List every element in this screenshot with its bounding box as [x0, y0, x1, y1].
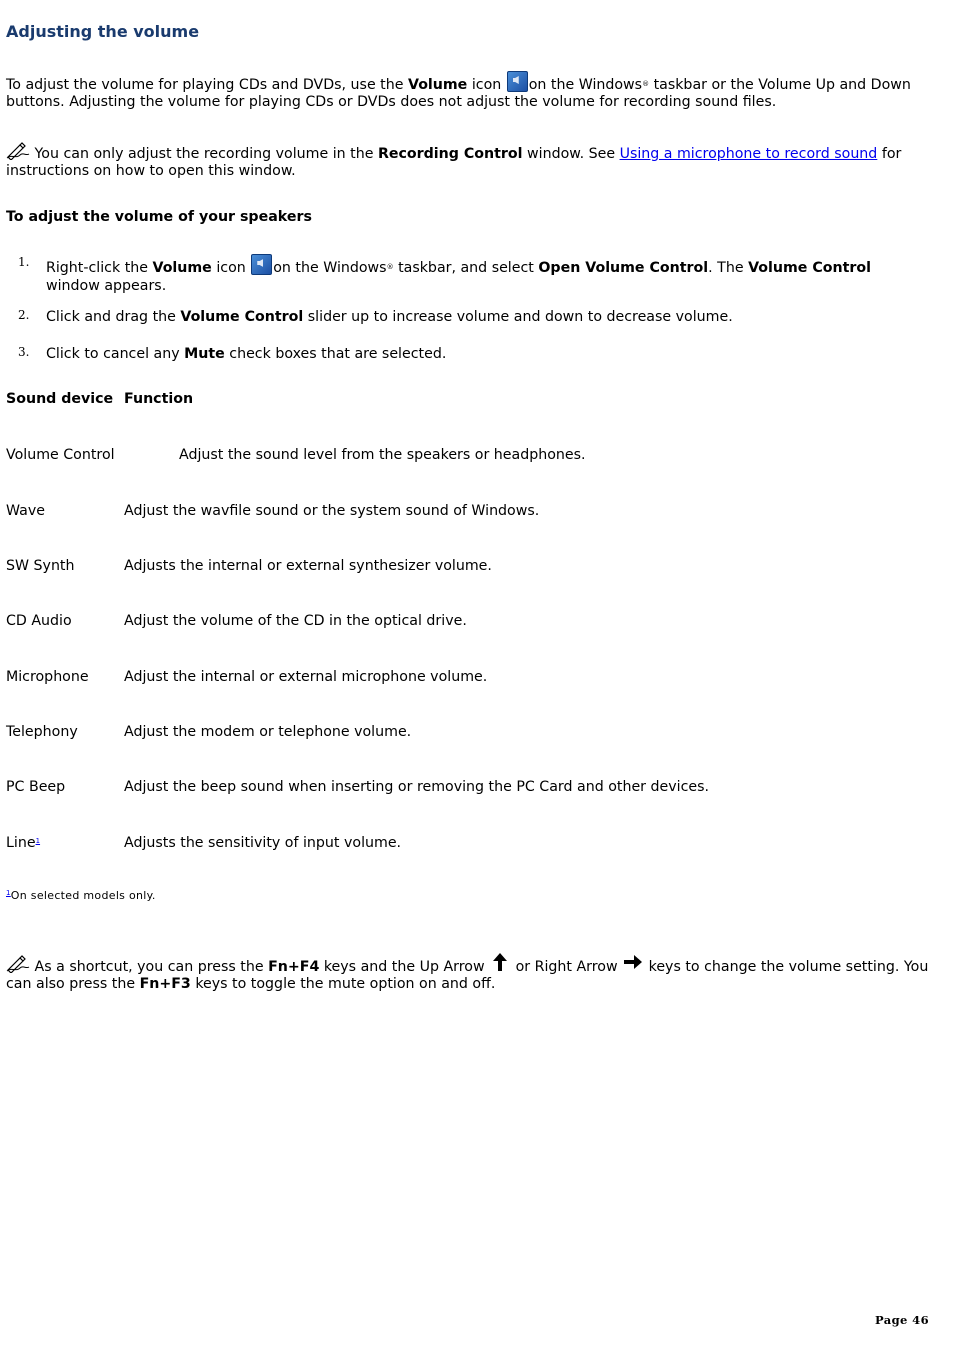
table-cell-function: Adjust the wavfile sound or the system sound of Windows.: [124, 503, 540, 519]
step-text: Right-click the: [46, 260, 153, 276]
table-cell-function: Adjust the internal or external microphone volume.: [124, 669, 488, 685]
section-heading: To adjust the volume of your speakers: [6, 209, 312, 225]
note-text: keys to change the volume setting. You can also press the: [6, 959, 929, 992]
step-text: slider up to increase volume and down to decrease volume.: [303, 309, 733, 325]
note-text: or Right Arrow: [511, 959, 623, 975]
recording-note: [6, 142, 941, 180]
note-bold: Fn+F4: [268, 959, 320, 975]
step-bold: Volume: [152, 260, 212, 276]
note-text: window. See: [522, 146, 620, 162]
page-number: Page 46: [875, 1313, 929, 1327]
table-cell-device: Volume Control: [6, 447, 115, 463]
pen-note-icon: [6, 142, 30, 160]
table-cell-device: [6, 835, 40, 851]
step-1: [46, 254, 926, 295]
step-text: Click to cancel any: [46, 346, 185, 362]
registered-mark: ®: [386, 263, 394, 271]
speaker-volume-icon: [507, 71, 528, 92]
table-cell-device: Telephony: [6, 724, 78, 740]
registered-mark: ®: [642, 80, 650, 88]
table-cell-function: Adjust the volume of the CD in the optical drive.: [124, 613, 467, 629]
table-cell-function: Adjusts the internal or external synthesizer volume.: [124, 558, 492, 574]
step-bold: Volume Control: [180, 309, 304, 325]
microphone-link[interactable]: Using a microphone to record sound: [619, 146, 878, 162]
pen-note-icon: [6, 955, 30, 973]
up-arrow-icon: [489, 951, 511, 973]
step-number: 1.: [18, 255, 30, 269]
shortcut-note: [6, 951, 941, 993]
intro-paragraph: [6, 71, 941, 111]
right-arrow-icon: [622, 951, 644, 973]
intro-text: taskbar or the Volume Up and Down buttons. Adjusting the volume for playing CDs or DVDs does not adjust the volume for recording sound files.: [6, 77, 911, 110]
step-text: Click and drag the: [46, 309, 181, 325]
step-text: check boxes that are selected.: [224, 346, 447, 362]
table-cell-function: Adjusts the sensitivity of input volume.: [124, 835, 402, 851]
footnote-link[interactable]: 1: [35, 837, 41, 845]
table-cell-device: PC Beep: [6, 779, 66, 795]
table-cell-device: Wave: [6, 503, 45, 519]
note-text: You can only adjust the recording volume in the: [30, 146, 378, 162]
footnote-mark[interactable]: 1: [6, 889, 11, 897]
step-text: window appears.: [46, 278, 167, 294]
step-3: [46, 345, 926, 363]
step-number: 3.: [18, 345, 30, 359]
step-bold: Volume Control: [748, 260, 871, 276]
step-text: on the Windows: [273, 260, 387, 276]
table-cell-device: CD Audio: [6, 613, 72, 629]
table-cell-function: Adjust the sound level from the speakers or headphones.: [179, 447, 586, 463]
step-text: . The: [708, 260, 749, 276]
note-text: keys and the Up Arrow: [319, 959, 490, 975]
step-bold: Open Volume Control: [538, 260, 709, 276]
note-bold: Fn+F3: [139, 976, 191, 992]
note-text: for instructions on how to open this window.: [6, 146, 902, 179]
intro-bold: Volume: [407, 77, 468, 93]
device-label: Line: [6, 835, 36, 851]
note-bold: Recording Control: [377, 146, 523, 162]
table-header-device: Sound device: [6, 391, 114, 407]
footnote-text: On selected models only.: [10, 889, 156, 902]
step-bold: Mute: [184, 346, 225, 362]
speaker-volume-icon: [251, 254, 272, 275]
table-cell-device: Microphone: [6, 669, 89, 685]
intro-text: To adjust the volume for playing CDs and DVDs, use the: [6, 77, 408, 93]
table-cell-function: Adjust the beep sound when inserting or removing the PC Card and other devices.: [124, 779, 710, 795]
intro-text: icon: [467, 77, 506, 93]
step-text: icon: [211, 260, 251, 276]
table-header-function: Function: [124, 391, 194, 407]
footnote: [6, 889, 156, 902]
intro-text: on the Windows: [528, 77, 643, 93]
table-cell-function: Adjust the modem or telephone volume.: [124, 724, 412, 740]
step-text: taskbar, and select: [393, 260, 539, 276]
note-text: As a shortcut, you can press the: [30, 959, 269, 975]
step-number: 2.: [18, 308, 30, 322]
page-title: Adjusting the volume: [6, 22, 200, 41]
step-2: [46, 308, 926, 326]
table-cell-device: SW Synth: [6, 558, 75, 574]
note-text: keys to toggle the mute option on and off.: [190, 976, 496, 992]
